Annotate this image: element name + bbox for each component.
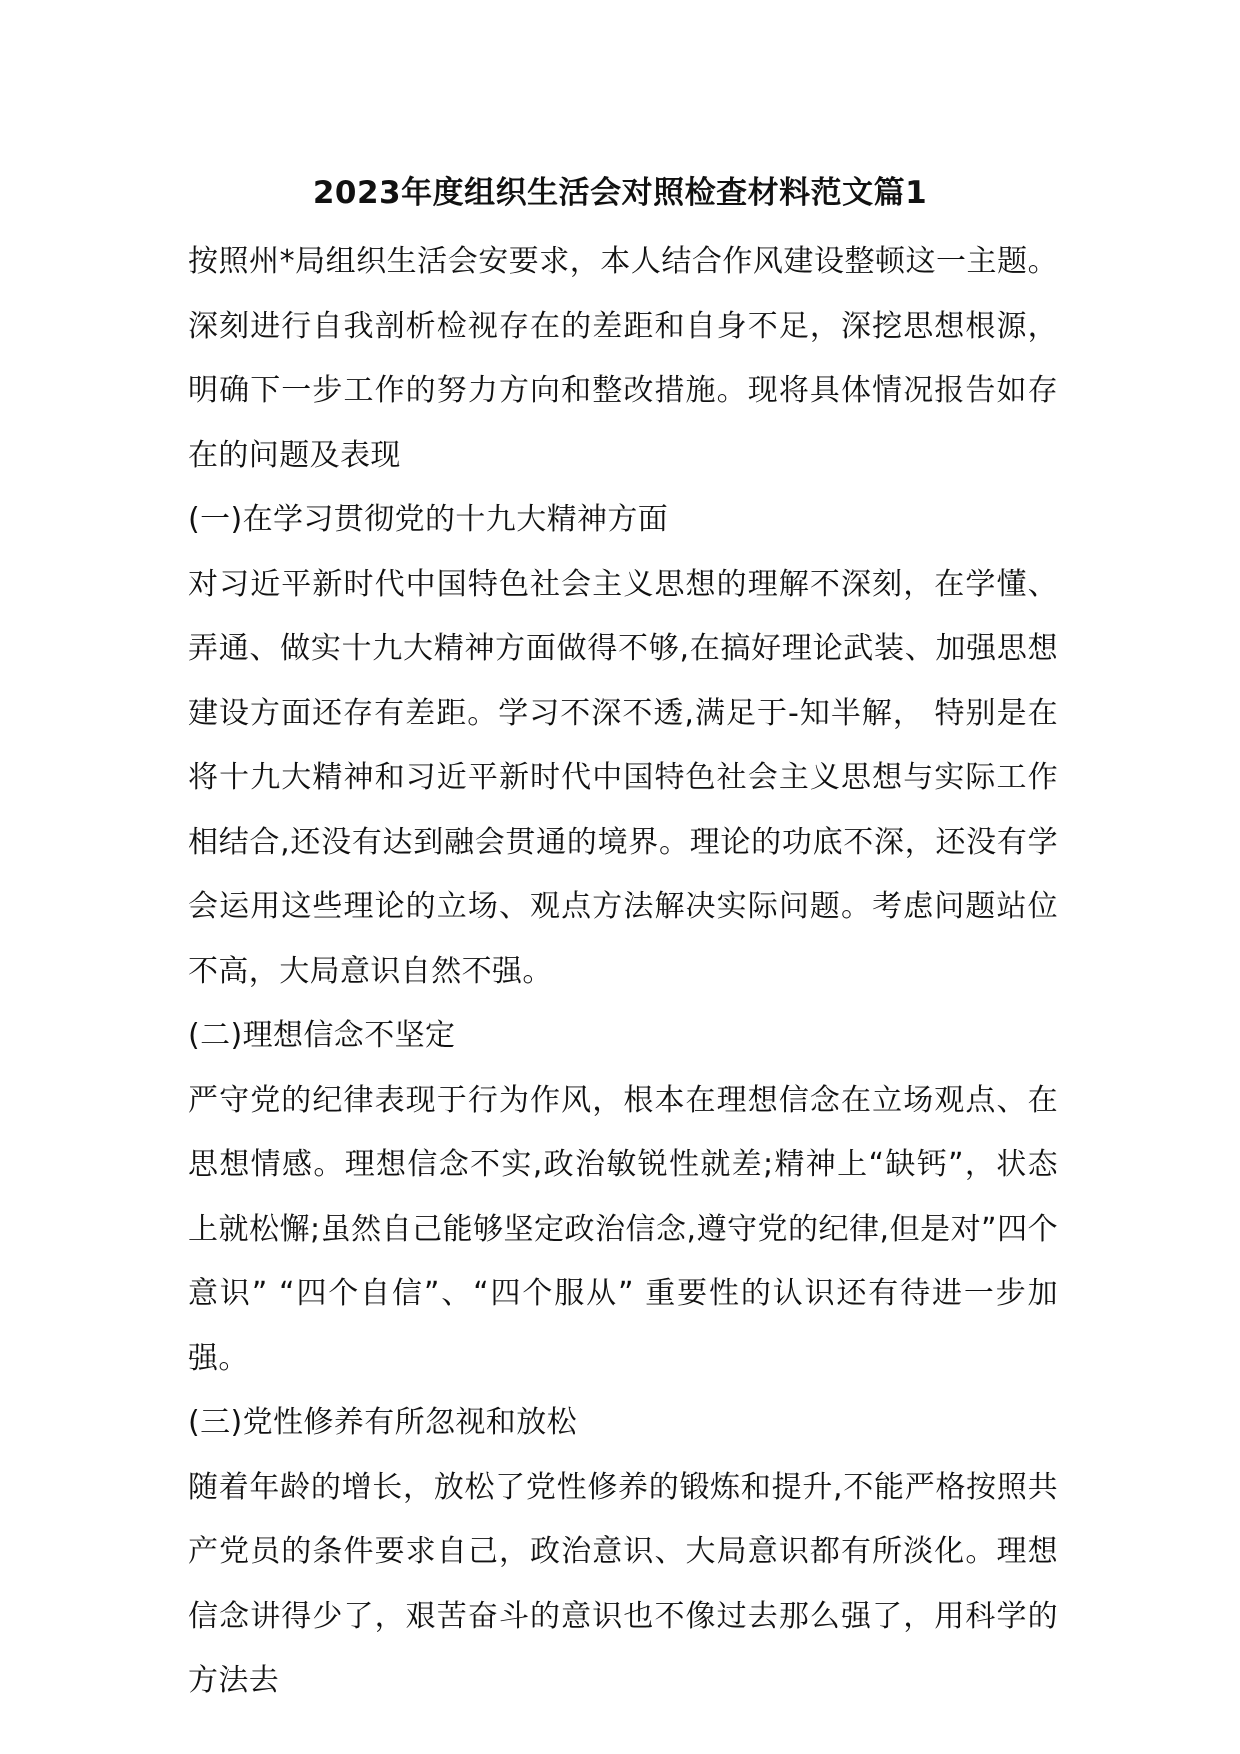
document-title: 2023年度组织生活会对照检查材料范文篇1 <box>312 175 928 211</box>
section-paragraph-3: 随着年龄的增长，放松了党性修养的锻炼和提升,不能严格按照共产党员的条件要求自己，政治意识、大局意识都有所淡化。理想信念讲得少了，艰苦奋斗的意识也不像过去那么强了，用科学的方法去 <box>188 1469 1058 1698</box>
section-paragraph-2: 严守党的纪律表现于行为作风，根本在理想信念在立场观点、在思想情感。理想信念不实,政治敏锐性就差;精神上“缺钙”，状态上就松懈;虽然自己能够坚定政治信念,遵守党的纪律,但是对”四个意识” “四个自信”、“四个服从” 重要性的认识还有待进一步加强。 <box>188 1082 1058 1376</box>
section-heading-3: (三)党性修养有所忽视和放松 <box>188 1405 578 1440</box>
document-body <box>188 230 1058 1714</box>
intro-paragraph: 按照州*局组织生活会安要求，本人结合作风建设整顿这一主题。深刻进行自我剖析检视存在的差距和自身不足，深挖思想根源，明确下一步工作的努力方向和整改措施。现将具体情况报告如存在的问题及表现 <box>188 244 1058 473</box>
section-heading-1: (一)在学习贯彻党的十九大精神方面 <box>188 502 669 537</box>
section-paragraph-1: 对习近平新时代中国特色社会主义思想的理解不深刻，在学懂、弄通、做实十九大精神方面做得不够,在搞好理论武装、加强思想建设方面还存有差距。学习不深不透,满足于-知半解， 特别是在将十九大精神和习近平新时代中国特色社会主义思想与实际工作相结合,还没有达到融会贯通的境界。理论的功底不深，还没有学会运用这些理论的立场、观点方法解决实际问题。考虑问题站位不高，大局意识自然不强。 <box>188 566 1058 989</box>
section-heading-2: (二)理想信念不坚定 <box>188 1018 456 1053</box>
